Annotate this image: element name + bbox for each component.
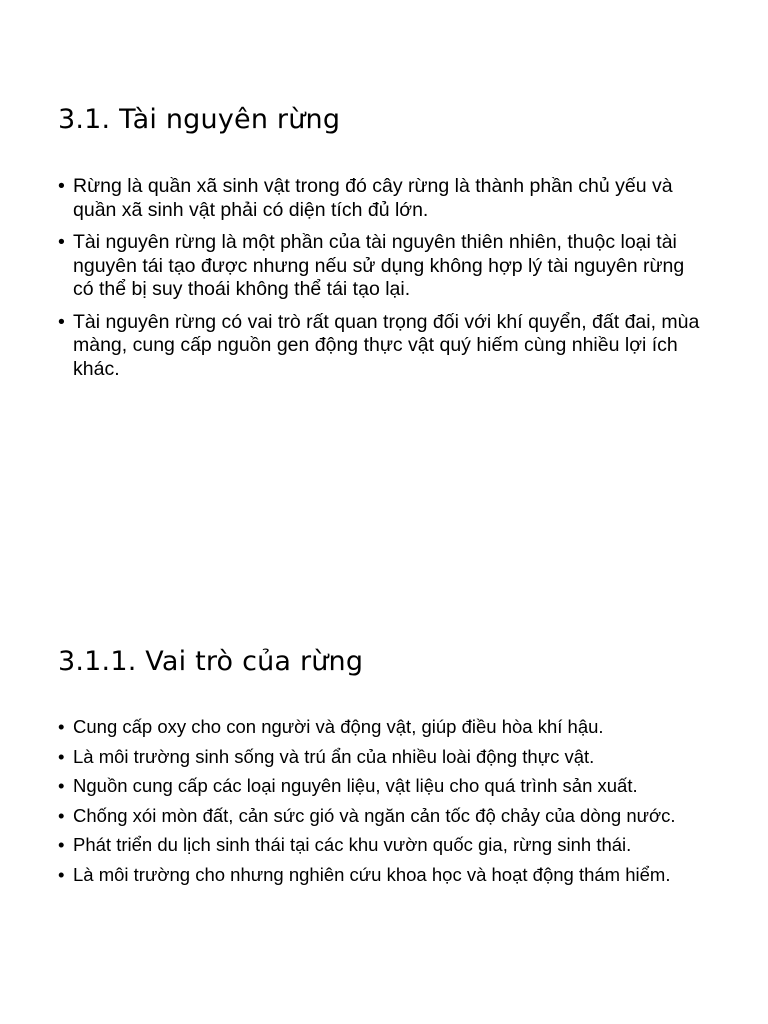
bullet-dot: • xyxy=(58,231,65,253)
bullet-item xyxy=(58,746,708,767)
bullet-text: Là môi trường cho nhưng nghiên cứu khoa học và hoạt động thám hiểm. xyxy=(73,863,671,885)
slide-heading: 3.1.1. Vai trò của rừng xyxy=(58,646,364,677)
bullet-text: Rừng là quần xã sinh vật trong đó cây rừng là thành phần chủ yếu và quần xã sinh vật phải có diện tích đủ lớn. xyxy=(73,175,673,221)
bullet-text: Chống xói mòn đất, cản sức gió và ngăn cản tốc độ chảy của dòng nước. xyxy=(73,804,676,826)
bullet-item xyxy=(58,231,708,302)
bullet-dot: • xyxy=(58,745,65,767)
bullet-item xyxy=(58,805,708,826)
bullet-text: Phát triển du lịch sinh thái tại các khu vườn quốc gia, rừng sinh thái. xyxy=(73,834,632,855)
bullet-dot: • xyxy=(58,310,65,333)
bullet-dot: • xyxy=(58,804,65,826)
bullet-dot: • xyxy=(58,716,65,737)
bullet-list xyxy=(58,716,708,893)
bullet-dot: • xyxy=(58,775,65,796)
bullet-item xyxy=(58,864,708,885)
bullet-text: Là môi trường sinh sống và trú ẩn của nhiều loài động thực vật. xyxy=(73,745,595,767)
bullet-item xyxy=(58,311,708,382)
bullet-item xyxy=(58,716,708,737)
bullet-dot: • xyxy=(58,863,65,885)
bullet-list xyxy=(58,175,708,390)
bullet-item xyxy=(58,175,708,222)
bullet-text: Tài nguyên rừng có vai trò rất quan trọng đối với khí quyển, đất đai, mùa màng, cung cấp nguồn gen động thực vật quý hiếm cùng nhiều lợi ích khác. xyxy=(73,310,700,380)
bullet-text: Tài nguyên rừng là một phần của tài nguyên thiên nhiên, thuộc loại tài nguyên tái tạo được nhưng nếu sử dụng không hợp lý tài nguyên rừng có thể bị suy thoái không thể tái tạo lại. xyxy=(73,231,685,300)
slide-heading: 3.1. Tài nguyên rừng xyxy=(58,104,341,135)
bullet-dot: • xyxy=(58,175,65,197)
bullet-dot: • xyxy=(58,834,65,855)
bullet-item xyxy=(58,775,708,796)
bullet-text: Nguồn cung cấp các loại nguyên liệu, vật liệu cho quá trình sản xuất. xyxy=(73,775,638,796)
bullet-text: Cung cấp oxy cho con người và động vật, giúp điều hòa khí hậu. xyxy=(73,716,604,737)
slide-forest-roles xyxy=(0,512,768,1024)
bullet-item xyxy=(58,834,708,855)
